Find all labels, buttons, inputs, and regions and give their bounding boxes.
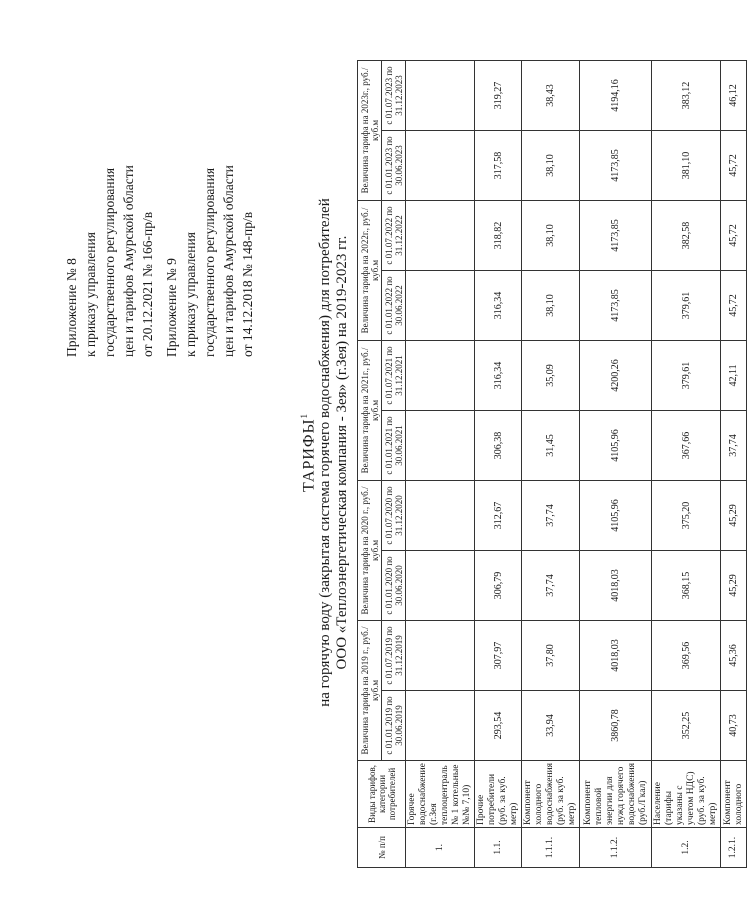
- tariff-value-cell: 382,58: [652, 200, 721, 270]
- tariff-table: [357, 60, 747, 868]
- tariff-value-cell: 4173,85: [580, 200, 652, 270]
- appendix-8-header: [62, 165, 157, 357]
- tariff-value-cell: 37,74: [522, 480, 580, 550]
- row-name: Компонент тепловой энергии для нужд горячего водоснабжения (руб./Гкал): [580, 760, 652, 827]
- header-period: с 01.01.2020 по 30.06.2020: [382, 550, 406, 620]
- appendix-line: от 14.12.2018 № 148-пр/в: [240, 211, 255, 357]
- tariff-value-cell: 37,74: [721, 410, 747, 480]
- header-period: с 01.01.2019 по 30.06.2019: [382, 690, 406, 760]
- tariff-value-cell: 40,73: [721, 690, 747, 760]
- header-year: Величина тарифа на 2020 г., руб./куб.м: [358, 480, 382, 620]
- appendix-line: государственного регулирования: [202, 167, 217, 357]
- row-name: Горячее водоснабжение (г.Зея теплоцентраль № 1 котельные №№ 7,10): [406, 760, 475, 827]
- appendix-9-header: [162, 165, 257, 357]
- header-period: с 01.01.2022 по 30.06.2022: [382, 270, 406, 340]
- tariff-value-cell: 37,80: [522, 620, 580, 690]
- tariff-value-cell: 4105,96: [580, 410, 652, 480]
- tariff-value-cell: 45,29: [721, 480, 747, 550]
- row-name: Компонент холодного: [721, 760, 747, 827]
- tariff-value-cell: 3860,78: [580, 690, 652, 760]
- row-number: 1.2.1.: [721, 828, 747, 868]
- header-period: с 01.07.2019 по 31.12.2019: [382, 620, 406, 690]
- tariff-value-cell: [406, 410, 475, 480]
- tariff-value-cell: [406, 130, 475, 200]
- row-number: 1.1.1.: [522, 828, 580, 868]
- appendix-line: государственного регулирования: [102, 167, 117, 357]
- tariff-value-cell: 42,11: [721, 340, 747, 410]
- tariff-value-cell: [406, 620, 475, 690]
- table-row: [406, 60, 475, 867]
- row-number: 1.1.: [475, 828, 522, 868]
- tariff-value-cell: [406, 690, 475, 760]
- tariff-value-cell: 352,25: [652, 690, 721, 760]
- tariff-value-cell: [406, 270, 475, 340]
- tariff-value-cell: 312,67: [475, 480, 522, 550]
- header-period: с 01.07.2021 по 31.12.2021: [382, 340, 406, 410]
- table-row: [721, 60, 747, 867]
- tariff-value-cell: [406, 60, 475, 130]
- tariff-value-cell: 45,72: [721, 200, 747, 270]
- row-name: Компонент холодного водоснабжения (руб. за куб. метр): [522, 760, 580, 827]
- header-year: Величина тарифа на 2023г., руб./куб.м: [358, 60, 382, 200]
- tariff-value-cell: 375,20: [652, 480, 721, 550]
- appendix-line: цен и тарифов Амурской области: [221, 165, 236, 357]
- tariff-value-cell: 379,61: [652, 270, 721, 340]
- header-period: с 01.01.2021 по 30.06.2021: [382, 410, 406, 480]
- title-line: на горячую воду (закрытая система горячего водоснабжения) для потребителей: [317, 198, 334, 707]
- tariff-value-cell: 35,09: [522, 340, 580, 410]
- table-row: [522, 60, 580, 867]
- appendix-line: к приказу управления: [83, 232, 98, 357]
- header-kind: Виды тарифов, категории потребителей: [358, 760, 406, 827]
- tariff-value-cell: 4173,85: [580, 270, 652, 340]
- tariff-value-cell: 4194,16: [580, 60, 652, 130]
- appendix-line: Приложение № 9: [164, 258, 179, 357]
- tariff-value-cell: 367,66: [652, 410, 721, 480]
- header-period: с 01.07.2023 по 31.12.2023: [382, 60, 406, 130]
- tariff-value-cell: 316,34: [475, 340, 522, 410]
- tariff-value-cell: 306,79: [475, 550, 522, 620]
- tariff-value-cell: 45,72: [721, 130, 747, 200]
- tariff-value-cell: [406, 200, 475, 270]
- tariff-value-cell: 368,15: [652, 550, 721, 620]
- table-row: [580, 60, 652, 867]
- tariff-value-cell: 45,36: [721, 620, 747, 690]
- tariff-value-cell: 38,10: [522, 200, 580, 270]
- appendix-line: цен и тарифов Амурской области: [121, 165, 136, 357]
- tariff-value-cell: 38,10: [522, 130, 580, 200]
- document-title: [296, 0, 351, 905]
- appendix-line: к приказу управления: [183, 232, 198, 357]
- header-period: с 01.01.2023 по 30.06.2023: [382, 130, 406, 200]
- tariff-value-cell: 293,54: [475, 690, 522, 760]
- tariff-value-cell: 379,61: [652, 340, 721, 410]
- tariff-value-cell: 33,94: [522, 690, 580, 760]
- table-row: [652, 60, 721, 867]
- tariff-value-cell: 381,10: [652, 130, 721, 200]
- row-number: 1.2.: [652, 828, 721, 868]
- tariff-value-cell: 369,56: [652, 620, 721, 690]
- header-year: Величина тарифа на 2021г., руб./куб.м: [358, 340, 382, 480]
- row-number: 1.: [406, 828, 475, 868]
- tariff-value-cell: 319,27: [475, 60, 522, 130]
- tariff-value-cell: 306,38: [475, 410, 522, 480]
- row-name: Прочие потребители (руб. за куб. метр): [475, 760, 522, 827]
- header-period: с 01.07.2022 по 31.12.2022: [382, 200, 406, 270]
- tariff-value-cell: 38,43: [522, 60, 580, 130]
- appendix-line: Приложение № 8: [64, 258, 79, 357]
- tariff-value-cell: 45,72: [721, 270, 747, 340]
- tariff-value-cell: 37,74: [522, 550, 580, 620]
- tariff-value-cell: 4200,26: [580, 340, 652, 410]
- tariff-value-cell: 4173,85: [580, 130, 652, 200]
- tariff-value-cell: 45,29: [721, 550, 747, 620]
- tariff-value-cell: 4105,96: [580, 480, 652, 550]
- footnote-mark: 1: [299, 412, 309, 419]
- tariff-value-cell: 318,82: [475, 200, 522, 270]
- header-period: с 01.07.2020 по 31.12.2020: [382, 480, 406, 550]
- title-line: ООО «Теплоэнергетическая компания - Зея» (г.Зея) на 2019-2023 гг.: [334, 235, 351, 670]
- tariff-value-cell: 38,10: [522, 270, 580, 340]
- tariff-value-cell: 31,45: [522, 410, 580, 480]
- tariff-value-cell: 316,34: [475, 270, 522, 340]
- title-heading: ТАРИФЫ: [300, 418, 318, 493]
- header-year: Величина тарифа на 2019 г., руб./куб.м: [358, 620, 382, 760]
- tariff-value-cell: 383,12: [652, 60, 721, 130]
- tariff-value-cell: 4018,03: [580, 620, 652, 690]
- header-number: № п/п: [358, 828, 406, 868]
- tariff-value-cell: 46,12: [721, 60, 747, 130]
- row-number: 1.1.2.: [580, 828, 652, 868]
- tariff-value-cell: [406, 340, 475, 410]
- tariff-value-cell: [406, 480, 475, 550]
- tariff-value-cell: [406, 550, 475, 620]
- tariff-value-cell: 307,97: [475, 620, 522, 690]
- tariff-value-cell: 317,58: [475, 130, 522, 200]
- tariff-value-cell: 4018,03: [580, 550, 652, 620]
- header-year: Величина тарифа на 2022г., руб./куб.м: [358, 200, 382, 340]
- table-row: [475, 60, 522, 867]
- appendix-line: от 20.12.2021 № 166-пр/в: [140, 211, 155, 357]
- row-name: Население (тарифы указаны с учетом НДС) (руб. за куб. метр): [652, 760, 721, 827]
